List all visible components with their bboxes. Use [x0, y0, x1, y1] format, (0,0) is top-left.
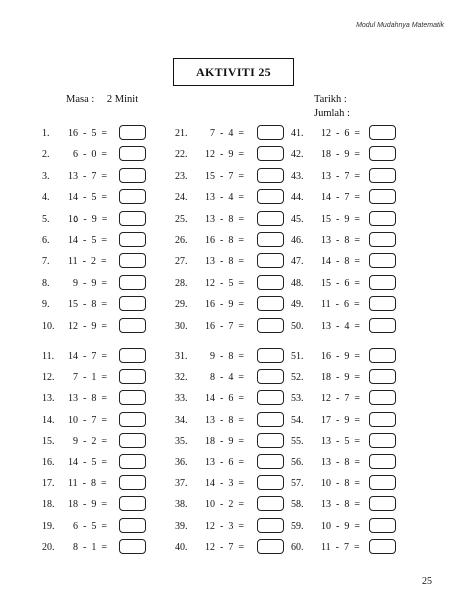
exercise-number: 12. [42, 372, 55, 384]
exercise-row [42, 390, 149, 406]
answer-box[interactable] [257, 296, 284, 311]
answer-box[interactable] [119, 253, 146, 268]
exercise-row [175, 390, 287, 406]
exercise-expression: 8 - 4 = [205, 372, 244, 384]
answer-box[interactable] [119, 296, 146, 311]
exercise-row [175, 412, 287, 428]
exercise-row [42, 168, 149, 184]
exercise-number: 60. [291, 541, 304, 553]
answer-box[interactable] [119, 348, 146, 363]
exercise-number: 38. [175, 499, 188, 511]
answer-box[interactable] [119, 125, 146, 140]
exercise-expression: 12 - 3 = [205, 520, 244, 532]
exercise-row [291, 125, 399, 141]
exercise-number: 42. [291, 149, 304, 161]
answer-box[interactable] [257, 318, 284, 333]
answer-box[interactable] [119, 275, 146, 290]
answer-box[interactable] [257, 348, 284, 363]
header-note: Modul Mudahnya Matematik [356, 22, 444, 29]
exercise-number: 22. [175, 149, 188, 161]
exercise-row [291, 253, 399, 269]
answer-box[interactable] [369, 296, 396, 311]
answer-box[interactable] [257, 475, 284, 490]
exercise-row [42, 433, 149, 449]
exercise-row [291, 275, 399, 291]
exercise-number: 50. [291, 320, 304, 332]
exercise-expression: 10 - 7 = [68, 414, 107, 426]
exercise-number: 8. [42, 277, 50, 289]
exercise-expression: 16 - 9 = [321, 351, 360, 362]
answer-box[interactable] [369, 211, 396, 226]
exercise-row [175, 125, 287, 141]
exercise-number: 29. [175, 299, 188, 311]
exercise-expression: 15 - 6 = [321, 277, 360, 289]
exercise-expression: 17 - 9 = [321, 414, 360, 426]
exercise-row [291, 454, 399, 470]
exercise-expression: 13 - 8 = [205, 213, 244, 225]
masa-line [66, 94, 138, 105]
exercise-number: 24. [175, 192, 188, 204]
exercise-row [175, 232, 287, 248]
exercise-row [291, 369, 399, 385]
exercise-number: 16. [42, 457, 55, 468]
exercise-number: 39. [175, 520, 188, 532]
answer-box[interactable] [119, 146, 146, 161]
answer-box[interactable] [257, 168, 284, 183]
answer-box[interactable] [369, 390, 396, 405]
answer-box[interactable] [369, 454, 396, 469]
exercise-number: 25. [175, 213, 188, 225]
exercise-number: 54. [291, 414, 304, 426]
exercise-number: 3. [42, 170, 50, 182]
exercise-expression: 18 - 9 = [205, 435, 244, 447]
exercise-expression: 14 - 5 = [68, 457, 107, 468]
exercise-expression: 14 - 5 = [68, 235, 107, 246]
exercise-number: 17. [42, 478, 55, 490]
exercise-number: 33. [175, 393, 188, 405]
exercise-row [42, 412, 149, 428]
exercise-number: 40. [175, 541, 188, 553]
exercise-expression: 13 - 8 = [321, 235, 360, 246]
exercise-row [291, 146, 399, 162]
answer-box[interactable] [257, 539, 284, 554]
exercise-expression: 16 - 9 = [205, 299, 244, 311]
answer-box[interactable] [369, 232, 396, 247]
exercise-row [42, 496, 149, 512]
exercise-row [42, 318, 149, 334]
exercise-number: 13. [42, 393, 55, 405]
answer-box[interactable] [369, 412, 396, 427]
answer-box[interactable] [119, 518, 146, 533]
exercise-number: 23. [175, 170, 188, 182]
exercise-number: 28. [175, 277, 188, 289]
exercise-number: 45. [291, 213, 304, 225]
exercise-expression: 13 - 7 = [321, 170, 360, 182]
answer-box[interactable] [257, 125, 284, 140]
exercise-row [291, 168, 399, 184]
exercise-row [291, 539, 399, 555]
answer-box[interactable] [257, 454, 284, 469]
exercise-row [42, 232, 149, 248]
page-title: AKTIVITI 25 [173, 58, 294, 86]
exercise-expression: 7 - 4 = [205, 128, 244, 139]
exercise-row [291, 433, 399, 449]
exercise-expression: 11 - 6 = [321, 299, 360, 311]
answer-box[interactable] [119, 232, 146, 247]
exercise-row [175, 454, 287, 470]
exercise-expression: 13 - 7 = [68, 170, 107, 182]
answer-box[interactable] [257, 496, 284, 511]
answer-box[interactable] [369, 433, 396, 448]
exercise-expression: 9 - 9 = [68, 277, 107, 289]
exercise-row [291, 211, 399, 227]
answer-box[interactable] [119, 390, 146, 405]
exercise-number: 30. [175, 320, 188, 332]
exercise-expression: 15 - 9 = [321, 213, 360, 225]
exercise-row [175, 146, 287, 162]
exercise-row [42, 211, 149, 227]
exercise-expression: 6 - 5 = [68, 520, 107, 532]
answer-box[interactable] [119, 496, 146, 511]
exercise-number: 36. [175, 457, 188, 468]
answer-box[interactable] [119, 318, 146, 333]
answer-box[interactable] [369, 318, 396, 333]
answer-box[interactable] [119, 454, 146, 469]
exercise-expression: 16 - 7 = [205, 320, 244, 332]
exercise-row [175, 369, 287, 385]
exercise-number: 19. [42, 520, 55, 532]
exercise-row [42, 348, 149, 364]
exercise-number: 56. [291, 457, 304, 468]
exercise-number: 26. [175, 235, 188, 246]
exercise-number: 58. [291, 499, 304, 511]
exercise-number: 46. [291, 235, 304, 246]
exercise-expression: 13 - 8 = [205, 414, 244, 426]
answer-box[interactable] [369, 518, 396, 533]
answer-box[interactable] [257, 211, 284, 226]
exercise-row [291, 296, 399, 312]
exercise-number: 1. [42, 128, 50, 139]
exercise-number: 5. [42, 213, 50, 225]
exercise-expression: 18 - 9 = [321, 149, 360, 161]
exercise-expression: 13 - 8 = [321, 499, 360, 511]
exercise-row [291, 348, 399, 364]
exercise-expression: 13 - 8 = [68, 393, 107, 405]
answer-box[interactable] [257, 433, 284, 448]
exercise-row [175, 211, 287, 227]
exercise-row [175, 296, 287, 312]
exercise-row [175, 433, 287, 449]
exercise-number: 18. [42, 499, 55, 511]
exercise-expression: 1٥ - 9 = [68, 213, 108, 225]
answer-box[interactable] [369, 253, 396, 268]
exercise-number: 57. [291, 478, 304, 490]
exercise-expression: 14 - 3 = [205, 478, 244, 490]
exercise-number: 15. [42, 435, 55, 447]
answer-box[interactable] [369, 496, 396, 511]
exercise-number: 32. [175, 372, 188, 384]
exercise-row [42, 454, 149, 470]
exercise-number: 27. [175, 256, 188, 268]
exercise-expression: 13 - 8 = [205, 256, 244, 268]
jumlah-label: Jumlah : [314, 108, 350, 119]
exercise-expression: 16 - 5 = [68, 128, 107, 139]
exercise-expression: 12 - 9 = [68, 320, 107, 332]
exercise-row [291, 496, 399, 512]
exercise-row [42, 146, 149, 162]
exercise-number: 35. [175, 435, 188, 447]
exercise-number: 4. [42, 192, 50, 204]
answer-box[interactable] [369, 369, 396, 384]
exercise-row [42, 275, 149, 291]
exercise-number: 7. [42, 256, 50, 268]
exercise-row [42, 253, 149, 269]
exercise-expression: 18 - 9 = [68, 499, 107, 511]
exercise-number: 10. [42, 320, 55, 332]
answer-box[interactable] [257, 253, 284, 268]
exercise-expression: 11 - 7 = [321, 541, 360, 553]
exercise-expression: 11 - 2 = [68, 256, 107, 268]
exercise-number: 59. [291, 520, 304, 532]
exercise-expression: 9 - 8 = [205, 351, 244, 362]
answer-box[interactable] [257, 146, 284, 161]
answer-box[interactable] [119, 433, 146, 448]
exercise-expression: 14 - 7 = [321, 192, 360, 204]
exercise-number: 44. [291, 192, 304, 204]
exercise-row [175, 253, 287, 269]
answer-box[interactable] [119, 539, 146, 554]
exercise-expression: 6 - 0 = [68, 149, 107, 161]
answer-box[interactable] [119, 412, 146, 427]
answer-box[interactable] [369, 189, 396, 204]
exercise-expression: 14 - 6 = [205, 393, 244, 405]
exercise-row [42, 369, 149, 385]
exercise-expression: 13 - 4 = [205, 192, 244, 204]
masa-label: Masa : [66, 94, 95, 105]
answer-box[interactable] [119, 189, 146, 204]
answer-box[interactable] [257, 518, 284, 533]
exercise-expression: 15 - 8 = [68, 299, 107, 311]
exercise-expression: 13 - 6 = [205, 457, 244, 468]
exercise-expression: 8 - 1 = [68, 541, 107, 553]
exercise-number: 21. [175, 128, 188, 139]
exercise-expression: 11 - 8 = [68, 478, 107, 490]
answer-box[interactable] [369, 348, 396, 363]
exercise-row [291, 232, 399, 248]
exercise-number: 51. [291, 351, 304, 362]
exercise-row [42, 539, 149, 555]
exercise-expression: 12 - 7 = [205, 541, 244, 553]
exercise-row [175, 496, 287, 512]
exercise-row [291, 412, 399, 428]
answer-box[interactable] [257, 390, 284, 405]
exercise-number: 34. [175, 414, 188, 426]
exercise-row [175, 189, 287, 205]
exercise-expression: 13 - 4 = [321, 320, 360, 332]
answer-box[interactable] [369, 125, 396, 140]
exercise-expression: 14 - 5 = [68, 192, 107, 204]
exercise-expression: 12 - 7 = [321, 393, 360, 405]
exercise-number: 11. [42, 351, 55, 362]
exercise-row [291, 318, 399, 334]
exercise-row [42, 189, 149, 205]
exercise-row [175, 475, 287, 491]
exercise-row [42, 125, 149, 141]
exercise-number: 31. [175, 351, 188, 362]
answer-box[interactable] [369, 475, 396, 490]
exercise-expression: 10 - 9 = [321, 520, 360, 532]
exercise-number: 52. [291, 372, 304, 384]
exercise-row [42, 296, 149, 312]
exercise-number: 14. [42, 414, 55, 426]
exercise-expression: 9 - 2 = [68, 435, 107, 447]
exercise-number: 2. [42, 149, 50, 161]
answer-box[interactable] [369, 275, 396, 290]
exercise-expression: 12 - 9 = [205, 149, 244, 161]
exercise-expression: 10 - 2 = [205, 499, 244, 511]
exercise-row [175, 539, 287, 555]
exercise-number: 9. [42, 299, 50, 311]
exercise-expression: 7 - 1 = [68, 372, 107, 384]
answer-box[interactable] [369, 146, 396, 161]
answer-box[interactable] [257, 275, 284, 290]
exercise-row [175, 275, 287, 291]
exercise-row [175, 318, 287, 334]
exercise-number: 47. [291, 256, 304, 268]
exercise-expression: 13 - 5 = [321, 435, 360, 447]
exercise-row [291, 518, 399, 534]
page-number: 25 [422, 576, 432, 587]
exercise-row [291, 189, 399, 205]
exercise-expression: 12 - 5 = [205, 277, 244, 289]
exercise-row [291, 390, 399, 406]
exercise-expression: 14 - 7 = [68, 351, 107, 362]
exercise-row [42, 518, 149, 534]
masa-value: 2 Minit [106, 94, 139, 105]
exercise-number: 37. [175, 478, 188, 490]
exercise-row [175, 518, 287, 534]
answer-box[interactable] [369, 168, 396, 183]
exercise-number: 41. [291, 128, 304, 139]
exercise-row [175, 348, 287, 364]
answer-box[interactable] [119, 369, 146, 384]
exercise-number: 48. [291, 277, 304, 289]
answer-box[interactable] [257, 232, 284, 247]
exercise-number: 55. [291, 435, 304, 447]
exercise-row [175, 168, 287, 184]
exercise-row [291, 475, 399, 491]
tarikh-label: Tarikh : [314, 94, 347, 105]
exercise-expression: 18 - 9 = [321, 372, 360, 384]
exercise-number: 6. [42, 235, 50, 246]
exercise-number: 43. [291, 170, 304, 182]
answer-box[interactable] [119, 168, 146, 183]
exercise-expression: 10 - 8 = [321, 478, 360, 490]
exercise-expression: 12 - 6 = [321, 128, 360, 139]
exercise-expression: 14 - 8 = [321, 256, 360, 268]
answer-box[interactable] [257, 412, 284, 427]
exercise-expression: 13 - 8 = [321, 457, 360, 468]
answer-box[interactable] [119, 211, 146, 226]
exercise-number: 20. [42, 541, 55, 553]
exercise-row [42, 475, 149, 491]
exercise-number: 49. [291, 299, 304, 311]
exercise-number: 53. [291, 393, 304, 405]
exercise-expression: 15 - 7 = [205, 170, 244, 182]
exercise-expression: 16 - 8 = [205, 235, 244, 246]
answer-box[interactable] [119, 475, 146, 490]
answer-box[interactable] [257, 189, 284, 204]
answer-box[interactable] [257, 369, 284, 384]
answer-box[interactable] [369, 539, 396, 554]
